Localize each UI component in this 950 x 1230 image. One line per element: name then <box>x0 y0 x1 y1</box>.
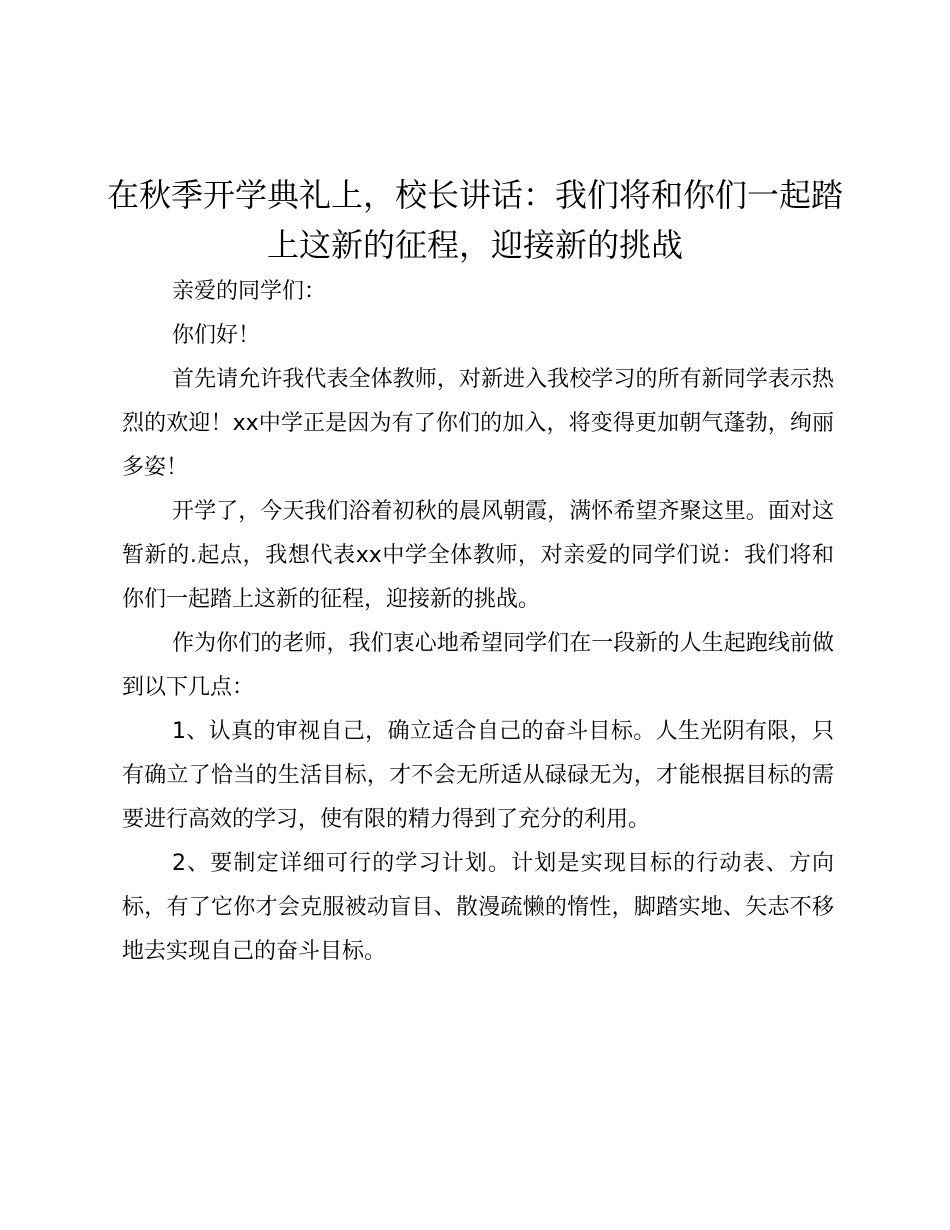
paragraph-point-2: 2、要制定详细可行的学习计划。计划是实现目标的行动表、方向标，有了它你才会克服被动盲目、散漫疏懒的惰性，脚踏实地、矢志不移地去实现自己的奋斗目标。 <box>122 851 834 964</box>
document-body <box>122 270 834 974</box>
paragraph-greeting: 亲爱的同学们： <box>172 279 327 304</box>
paragraph-new-start: 开学了，今天我们浴着初秋的晨风朝霞，满怀希望齐聚这里。面对这暂新的.起点，我想代表xx中学全体教师，对亲爱的同学们说：我们将和你们一起踏上这新的征程，迎接新的挑战。 <box>122 499 834 612</box>
paragraph-hello: 你们好！ <box>172 323 261 348</box>
paragraph-point-1: 1、认真的审视自己，确立适合自己的奋斗目标。人生光阴有限，只有确立了恰当的生活目标，才不会无所适从碌碌无为，才能根据目标的需要进行高效的学习，使有限的精力得到了充分的利用。 <box>122 719 834 832</box>
document-title: 在秋季开学典礼上，校长讲话：我们将和你们一起踏上这新的征程，迎接新的挑战 <box>106 176 843 264</box>
paragraph-welcome: 首先请允许我代表全体教师，对新进入我校学习的所有新同学表示热烈的欢迎！xx中学正是因为有了你们的加入，将变得更加朝气蓬勃，绚丽多姿！ <box>122 367 834 480</box>
paragraph-expectations: 作为你们的老师，我们衷心地希望同学们在一段新的人生起跑线前做到以下几点： <box>122 631 834 700</box>
